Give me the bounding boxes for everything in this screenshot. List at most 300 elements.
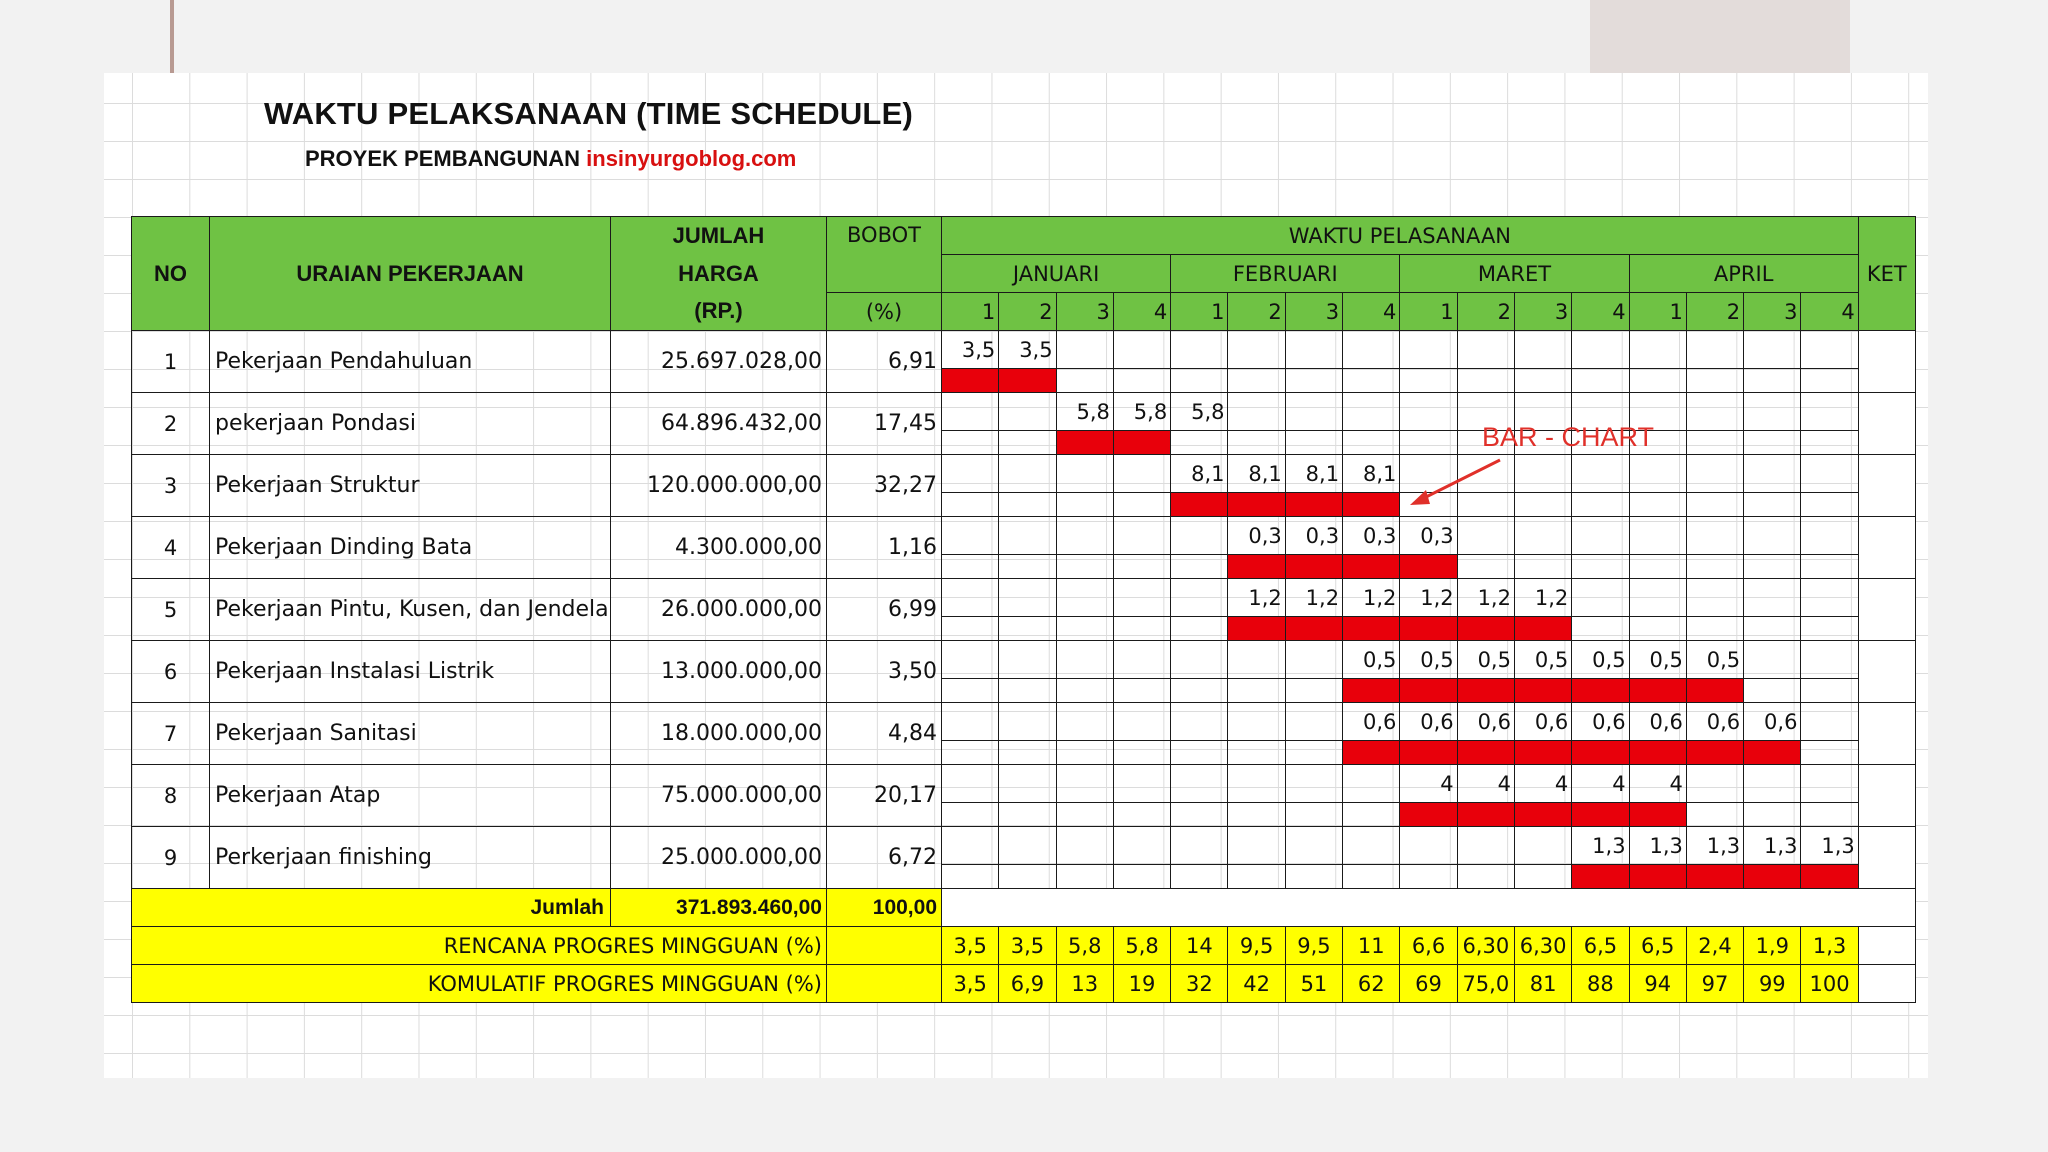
kumulatif-blank xyxy=(827,965,942,1003)
task-week-value xyxy=(1686,765,1743,803)
schedule-empty-cell xyxy=(1457,865,1514,889)
rencana-week-value: 3,5 xyxy=(999,927,1056,965)
schedule-empty-cell xyxy=(1056,555,1113,579)
task-week-value: 0,6 xyxy=(1686,703,1743,741)
task-uraian: Pekerjaan Pendahuluan xyxy=(210,331,611,393)
task-uraian: Pekerjaan Sanitasi xyxy=(210,703,611,765)
task-week-value xyxy=(1744,455,1801,493)
schedule-bar-segment xyxy=(942,369,999,393)
schedule-bar-segment xyxy=(1228,555,1285,579)
rencana-week-value: 6,30 xyxy=(1457,927,1514,965)
decorative-block xyxy=(1590,0,1850,73)
task-week-value: 8,1 xyxy=(1343,455,1400,493)
task-week-value xyxy=(1801,331,1858,369)
schedule-bar-segment xyxy=(1629,679,1686,703)
task-week-value xyxy=(942,641,999,679)
schedule-empty-cell xyxy=(999,741,1056,765)
task-row xyxy=(132,703,1916,741)
schedule-bar-segment xyxy=(1572,865,1629,889)
task-week-value xyxy=(1801,455,1858,493)
schedule-empty-cell xyxy=(1744,555,1801,579)
task-ket xyxy=(1858,455,1915,517)
task-harga: 64.896.432,00 xyxy=(611,393,827,455)
schedule-empty-cell xyxy=(1171,431,1228,455)
schedule-empty-cell xyxy=(1343,865,1400,889)
task-bobot: 6,91 xyxy=(827,331,942,393)
task-week-value xyxy=(1228,393,1285,431)
schedule-empty-cell xyxy=(1801,369,1858,393)
header-month-april: APRIL xyxy=(1629,255,1858,293)
schedule-empty-cell xyxy=(999,431,1056,455)
task-ket xyxy=(1858,517,1915,579)
task-week-value: 0,5 xyxy=(1686,641,1743,679)
schedule-empty-cell xyxy=(999,679,1056,703)
schedule-bar-segment xyxy=(1457,803,1514,827)
task-week-value xyxy=(942,393,999,431)
sheet-subtitle xyxy=(305,146,796,172)
task-week-value xyxy=(1457,517,1514,555)
task-ket xyxy=(1858,579,1915,641)
task-week-value xyxy=(942,703,999,741)
task-week-value: 4 xyxy=(1572,765,1629,803)
header-week: 1 xyxy=(1629,293,1686,331)
schedule-bar-segment xyxy=(1629,741,1686,765)
task-week-value: 0,5 xyxy=(1572,641,1629,679)
task-week-value xyxy=(1113,641,1170,679)
rencana-week-value: 5,8 xyxy=(1113,927,1170,965)
schedule-bar-segment xyxy=(1801,865,1858,889)
task-no: 2 xyxy=(132,393,210,455)
task-week-value xyxy=(1343,331,1400,369)
kumulatif-week-value: 42 xyxy=(1228,965,1285,1003)
header-month-maret: MARET xyxy=(1400,255,1629,293)
task-week-value xyxy=(1285,641,1342,679)
task-ket xyxy=(1858,765,1915,827)
task-week-value xyxy=(1056,455,1113,493)
schedule-bar-segment xyxy=(1400,741,1457,765)
task-week-value xyxy=(942,579,999,617)
schedule-bar-segment xyxy=(1343,741,1400,765)
task-week-value: 5,8 xyxy=(1056,393,1113,431)
task-week-value: 4 xyxy=(1514,765,1571,803)
header-week: 3 xyxy=(1514,293,1571,331)
header-week: 1 xyxy=(1400,293,1457,331)
kumulatif-week-value: 6,9 xyxy=(999,965,1056,1003)
schedule-empty-cell xyxy=(1801,803,1858,827)
rencana-week-value: 14 xyxy=(1171,927,1228,965)
task-week-value xyxy=(1572,331,1629,369)
task-week-value: 8,1 xyxy=(1228,455,1285,493)
task-no: 5 xyxy=(132,579,210,641)
task-week-value xyxy=(999,517,1056,555)
schedule-empty-cell xyxy=(1056,803,1113,827)
task-ket xyxy=(1858,827,1915,889)
task-week-value xyxy=(942,827,999,865)
task-bobot: 17,45 xyxy=(827,393,942,455)
schedule-bar-segment xyxy=(1400,555,1457,579)
task-week-value xyxy=(1228,641,1285,679)
task-week-value: 8,1 xyxy=(1285,455,1342,493)
header-bobot-unit: (%) xyxy=(827,293,942,331)
schedule-bar-segment xyxy=(1514,617,1571,641)
header-week: 2 xyxy=(1228,293,1285,331)
task-week-value xyxy=(1744,765,1801,803)
task-uraian: pekerjaan Pondasi xyxy=(210,393,611,455)
header-week: 2 xyxy=(1686,293,1743,331)
schedule-empty-cell xyxy=(942,679,999,703)
rencana-week-value: 6,6 xyxy=(1400,927,1457,965)
schedule-empty-cell xyxy=(1686,803,1743,827)
task-ket xyxy=(1858,703,1915,765)
schedule-bar-segment xyxy=(1113,431,1170,455)
task-week-value xyxy=(1113,517,1170,555)
summary-empty xyxy=(942,889,1916,927)
task-week-value xyxy=(1113,827,1170,865)
task-week-value xyxy=(1801,703,1858,741)
schedule-bar-segment xyxy=(1285,555,1342,579)
kumulatif-week-value: 3,5 xyxy=(942,965,999,1003)
schedule-empty-cell xyxy=(1113,493,1170,517)
task-week-value xyxy=(1343,827,1400,865)
task-week-value xyxy=(1686,393,1743,431)
task-week-value xyxy=(1744,331,1801,369)
schedule-empty-cell xyxy=(1171,679,1228,703)
summary-ket xyxy=(1858,927,1915,965)
kumulatif-week-value: 13 xyxy=(1056,965,1113,1003)
rencana-week-value: 11 xyxy=(1343,927,1400,965)
task-row xyxy=(132,517,1916,555)
task-bobot: 20,17 xyxy=(827,765,942,827)
schedule-bar-segment xyxy=(1457,679,1514,703)
task-bobot: 4,84 xyxy=(827,703,942,765)
schedule-empty-cell xyxy=(1457,369,1514,393)
task-ket xyxy=(1858,393,1915,455)
task-week-value xyxy=(1113,765,1170,803)
rencana-week-value: 9,5 xyxy=(1285,927,1342,965)
schedule-empty-cell xyxy=(1457,555,1514,579)
header-bobot: BOBOT xyxy=(827,217,942,293)
header-week: 1 xyxy=(942,293,999,331)
schedule-empty-cell xyxy=(942,493,999,517)
task-row xyxy=(132,455,1916,493)
schedule-empty-cell xyxy=(1228,741,1285,765)
task-week-value: 1,2 xyxy=(1285,579,1342,617)
task-no: 3 xyxy=(132,455,210,517)
header-no: NO xyxy=(132,217,210,331)
subtitle-site: insinyurgoblog.com xyxy=(586,146,797,171)
schedule-empty-cell xyxy=(1744,431,1801,455)
task-week-value xyxy=(1285,331,1342,369)
task-week-value: 1,2 xyxy=(1343,579,1400,617)
schedule-bar-segment xyxy=(1514,741,1571,765)
kumulatif-week-value: 97 xyxy=(1686,965,1743,1003)
task-week-value xyxy=(1400,393,1457,431)
schedule-empty-cell xyxy=(1285,803,1342,827)
task-bobot: 1,16 xyxy=(827,517,942,579)
schedule-empty-cell xyxy=(1400,865,1457,889)
header-jumlah-line3: (RP.) xyxy=(611,293,827,331)
task-week-value: 0,5 xyxy=(1400,641,1457,679)
schedule-empty-cell xyxy=(1629,493,1686,517)
schedule-bar-segment xyxy=(1572,741,1629,765)
task-week-value xyxy=(1113,331,1170,369)
schedule-bar-segment xyxy=(1228,493,1285,517)
task-week-value xyxy=(1514,455,1571,493)
task-week-value xyxy=(1514,517,1571,555)
schedule-empty-cell xyxy=(1056,679,1113,703)
schedule-empty-cell xyxy=(1686,493,1743,517)
schedule-empty-cell xyxy=(1056,865,1113,889)
schedule-empty-cell xyxy=(942,803,999,827)
kumulatif-week-value: 69 xyxy=(1400,965,1457,1003)
schedule-empty-cell xyxy=(1056,369,1113,393)
bar-chart-annotation: BAR - CHART xyxy=(1482,422,1655,452)
task-week-value xyxy=(1171,703,1228,741)
task-week-value: 0,3 xyxy=(1228,517,1285,555)
kumulatif-label: KOMULATIF PROGRES MINGGUAN (%) xyxy=(132,965,827,1003)
task-week-value xyxy=(1801,517,1858,555)
table-header xyxy=(132,217,1916,331)
schedule-empty-cell xyxy=(1113,369,1170,393)
task-week-value: 1,3 xyxy=(1572,827,1629,865)
summary-total-bobot: 100,00 xyxy=(827,889,942,927)
task-harga: 4.300.000,00 xyxy=(611,517,827,579)
task-week-value xyxy=(1056,827,1113,865)
schedule-bar-segment xyxy=(1457,617,1514,641)
kumulatif-week-value: 88 xyxy=(1572,965,1629,1003)
task-week-value: 0,5 xyxy=(1457,641,1514,679)
schedule-bar-segment xyxy=(1744,741,1801,765)
rencana-week-value: 6,5 xyxy=(1629,927,1686,965)
schedule-empty-cell xyxy=(1514,865,1571,889)
summary-rows xyxy=(132,889,1916,1003)
schedule-bar-segment xyxy=(1285,617,1342,641)
task-week-value: 0,3 xyxy=(1343,517,1400,555)
task-week-value: 0,6 xyxy=(1744,703,1801,741)
schedule-empty-cell xyxy=(1228,803,1285,827)
task-week-value xyxy=(1801,579,1858,617)
task-week-value xyxy=(999,827,1056,865)
schedule-empty-cell xyxy=(942,617,999,641)
schedule-empty-cell xyxy=(1343,803,1400,827)
schedule-empty-cell xyxy=(1801,431,1858,455)
task-week-value: 3,5 xyxy=(942,331,999,369)
kumulatif-week-value: 75,0 xyxy=(1457,965,1514,1003)
schedule-empty-cell xyxy=(1228,679,1285,703)
decorative-line xyxy=(170,0,174,73)
schedule-empty-cell xyxy=(1113,741,1170,765)
task-week-value xyxy=(1056,703,1113,741)
schedule-empty-cell xyxy=(1572,555,1629,579)
schedule-empty-cell xyxy=(1629,617,1686,641)
schedule-empty-cell xyxy=(1113,865,1170,889)
task-no: 8 xyxy=(132,765,210,827)
schedule-empty-cell xyxy=(999,865,1056,889)
task-week-value xyxy=(1686,455,1743,493)
schedule-empty-cell xyxy=(1514,369,1571,393)
header-week: 4 xyxy=(1572,293,1629,331)
task-uraian: Pekerjaan Instalasi Listrik xyxy=(210,641,611,703)
task-week-value xyxy=(1744,641,1801,679)
schedule-empty-cell xyxy=(942,865,999,889)
rencana-week-value: 6,30 xyxy=(1514,927,1571,965)
schedule-empty-cell xyxy=(1285,369,1342,393)
schedule-empty-cell xyxy=(1744,679,1801,703)
task-week-value xyxy=(999,641,1056,679)
task-week-value xyxy=(1514,827,1571,865)
task-harga: 13.000.000,00 xyxy=(611,641,827,703)
task-week-value xyxy=(1171,517,1228,555)
schedule-empty-cell xyxy=(1400,431,1457,455)
schedule-empty-cell xyxy=(1171,555,1228,579)
task-week-value xyxy=(1171,765,1228,803)
schedule-bar-segment xyxy=(1400,803,1457,827)
annotation-arrow-icon xyxy=(1400,452,1510,512)
task-week-value xyxy=(1056,331,1113,369)
task-week-value xyxy=(1113,703,1170,741)
task-uraian: Pekerjaan Struktur xyxy=(210,455,611,517)
rencana-week-value: 1,9 xyxy=(1744,927,1801,965)
schedule-empty-cell xyxy=(1572,369,1629,393)
task-uraian: Pekerjaan Dinding Bata xyxy=(210,517,611,579)
task-week-value: 1,2 xyxy=(1228,579,1285,617)
schedule-empty-cell xyxy=(1228,369,1285,393)
task-week-value: 5,8 xyxy=(1113,393,1170,431)
task-no: 7 xyxy=(132,703,210,765)
task-bobot: 32,27 xyxy=(827,455,942,517)
schedule-bar-segment xyxy=(1400,679,1457,703)
task-week-value xyxy=(1629,331,1686,369)
schedule-bar-segment xyxy=(1457,741,1514,765)
schedule-empty-cell xyxy=(1171,617,1228,641)
task-week-value xyxy=(1744,579,1801,617)
schedule-empty-cell xyxy=(1113,555,1170,579)
task-week-value: 0,5 xyxy=(1514,641,1571,679)
task-week-value: 0,5 xyxy=(1343,641,1400,679)
schedule-bar-segment xyxy=(1343,679,1400,703)
schedule-empty-cell xyxy=(1285,431,1342,455)
task-row xyxy=(132,765,1916,803)
schedule-bar-segment xyxy=(1343,555,1400,579)
task-harga: 120.000.000,00 xyxy=(611,455,827,517)
schedule-bar-segment xyxy=(1228,617,1285,641)
task-week-value: 8,1 xyxy=(1171,455,1228,493)
time-schedule-table xyxy=(131,216,1916,1003)
task-week-value xyxy=(999,393,1056,431)
header-week: 3 xyxy=(1744,293,1801,331)
task-week-value: 3,5 xyxy=(999,331,1056,369)
task-week-value xyxy=(1056,765,1113,803)
schedule-bar-segment xyxy=(1572,803,1629,827)
task-week-value xyxy=(1285,393,1342,431)
task-week-value xyxy=(1572,455,1629,493)
schedule-bar-segment xyxy=(999,369,1056,393)
task-bobot: 6,72 xyxy=(827,827,942,889)
schedule-empty-cell xyxy=(1744,369,1801,393)
task-week-value xyxy=(1343,393,1400,431)
schedule-empty-cell xyxy=(999,617,1056,641)
rencana-week-value: 1,3 xyxy=(1801,927,1858,965)
schedule-bar-segment xyxy=(1400,617,1457,641)
schedule-empty-cell xyxy=(1343,431,1400,455)
schedule-empty-cell xyxy=(1171,865,1228,889)
task-week-value xyxy=(1457,331,1514,369)
task-week-value: 1,3 xyxy=(1686,827,1743,865)
task-week-value: 1,3 xyxy=(1801,827,1858,865)
task-row xyxy=(132,331,1916,369)
task-uraian: Pekerjaan Atap xyxy=(210,765,611,827)
schedule-empty-cell xyxy=(1171,741,1228,765)
kumulatif-week-value: 81 xyxy=(1514,965,1571,1003)
task-no: 6 xyxy=(132,641,210,703)
task-week-value: 0,6 xyxy=(1457,703,1514,741)
task-week-value xyxy=(1400,331,1457,369)
header-week: 4 xyxy=(1343,293,1400,331)
schedule-bar-segment xyxy=(1629,865,1686,889)
task-week-value: 0,6 xyxy=(1572,703,1629,741)
task-uraian: Pekerjaan Pintu, Kusen, dan Jendela xyxy=(210,579,611,641)
task-week-value xyxy=(1744,517,1801,555)
task-week-value: 0,6 xyxy=(1629,703,1686,741)
header-week: 4 xyxy=(1113,293,1170,331)
task-week-value: 0,3 xyxy=(1285,517,1342,555)
schedule-empty-cell xyxy=(999,555,1056,579)
schedule-empty-cell xyxy=(942,555,999,579)
summary-total-harga: 371.893.460,00 xyxy=(611,889,827,927)
task-week-value xyxy=(1629,455,1686,493)
task-ket xyxy=(1858,641,1915,703)
task-week-value: 5,8 xyxy=(1171,393,1228,431)
task-harga: 26.000.000,00 xyxy=(611,579,827,641)
schedule-empty-cell xyxy=(1572,493,1629,517)
schedule-empty-cell xyxy=(942,741,999,765)
task-week-value xyxy=(1056,517,1113,555)
schedule-empty-cell xyxy=(1400,369,1457,393)
kumulatif-week-value: 100 xyxy=(1801,965,1858,1003)
task-row xyxy=(132,579,1916,617)
task-week-value: 1,2 xyxy=(1514,579,1571,617)
schedule-empty-cell xyxy=(1629,555,1686,579)
schedule-empty-cell xyxy=(1056,741,1113,765)
schedule-bar-segment xyxy=(1343,493,1400,517)
schedule-empty-cell xyxy=(1113,617,1170,641)
schedule-empty-cell xyxy=(1228,431,1285,455)
header-waktu: WAKTU PELASANAAN xyxy=(942,217,1859,255)
sheet-title: WAKTU PELAKSANAAN (TIME SCHEDULE) xyxy=(264,96,913,131)
schedule-empty-cell xyxy=(1744,493,1801,517)
schedule-empty-cell xyxy=(1285,679,1342,703)
task-week-value: 0,5 xyxy=(1629,641,1686,679)
schedule-empty-cell xyxy=(1686,555,1743,579)
schedule-empty-cell xyxy=(1514,555,1571,579)
task-week-value xyxy=(1171,641,1228,679)
schedule-empty-cell xyxy=(1113,679,1170,703)
schedule-empty-cell xyxy=(1056,493,1113,517)
task-week-value xyxy=(1572,579,1629,617)
task-ket xyxy=(1858,331,1915,393)
task-week-value: 0,6 xyxy=(1343,703,1400,741)
task-week-value: 1,3 xyxy=(1629,827,1686,865)
schedule-empty-cell xyxy=(1572,617,1629,641)
task-week-value xyxy=(942,765,999,803)
schedule-bar-segment xyxy=(1343,617,1400,641)
schedule-bar-segment xyxy=(1056,431,1113,455)
task-week-value xyxy=(999,765,1056,803)
schedule-bar-segment xyxy=(1514,679,1571,703)
header-month-januari: JANUARI xyxy=(942,255,1171,293)
task-week-value xyxy=(1343,765,1400,803)
schedule-bar-segment xyxy=(1629,803,1686,827)
